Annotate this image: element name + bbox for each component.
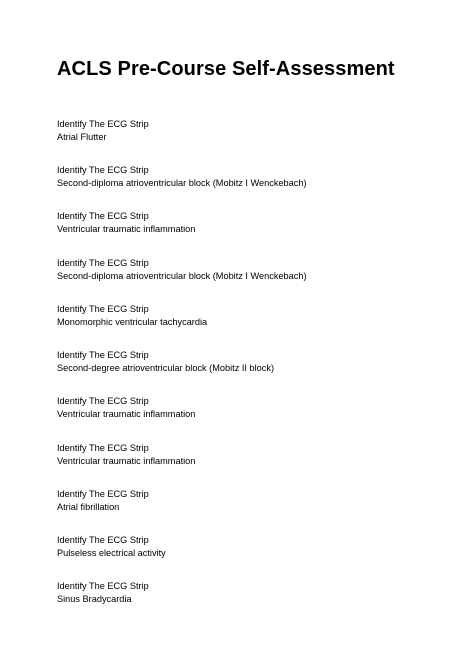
question-prompt: Identify The ECG Strip	[57, 350, 149, 360]
question-prompt: Identify The ECG Strip	[57, 489, 149, 499]
question-item-9	[57, 488, 149, 513]
question-item-1	[57, 118, 149, 143]
question-item-7	[57, 395, 195, 420]
question-answer: Ventricular traumatic inflammation	[57, 455, 196, 466]
question-prompt: Identify The ECG Strip	[57, 119, 149, 129]
question-item-11	[57, 580, 149, 605]
question-prompt: Identify The ECG Strip	[57, 258, 149, 268]
question-answer: Ventricular traumatic inflammation	[57, 408, 196, 419]
question-answer: Pulseless electrical activity	[57, 547, 166, 558]
question-prompt: Identify The ECG Strip	[57, 211, 149, 221]
question-prompt: Identify The ECG Strip	[57, 304, 149, 314]
question-answer: Atrial fibrillation	[57, 501, 120, 512]
question-item-10	[57, 534, 166, 559]
question-item-4	[57, 257, 307, 282]
question-item-5	[57, 303, 207, 328]
question-answer: Atrial Flutter	[57, 131, 107, 142]
document-title: ACLS Pre-Course Self-Assessment	[57, 58, 395, 80]
question-prompt: Identify The ECG Strip	[57, 396, 149, 406]
question-answer: Ventricular traumatic inflammation	[57, 223, 196, 234]
question-answer: Sinus Bradycardia	[57, 593, 132, 604]
question-answer: Monomorphic ventricular tachycardia	[57, 316, 208, 327]
question-item-6	[57, 349, 274, 374]
question-answer: Second-diploma atrioventricular block (Mobitz I Wenckebach)	[57, 270, 307, 281]
question-prompt: Identify The ECG Strip	[57, 581, 149, 591]
question-answer: Second-degree atrioventricular block (Mobitz II block)	[57, 362, 275, 373]
question-prompt: Identify The ECG Strip	[57, 535, 149, 545]
question-prompt: Identify The ECG Strip	[57, 165, 149, 175]
question-item-2	[57, 164, 307, 189]
question-answer: Second-diploma atrioventricular block (Mobitz I Wenckebach)	[57, 177, 307, 188]
question-prompt: Identify The ECG Strip	[57, 443, 149, 453]
question-item-3	[57, 210, 195, 235]
question-item-8	[57, 442, 195, 467]
